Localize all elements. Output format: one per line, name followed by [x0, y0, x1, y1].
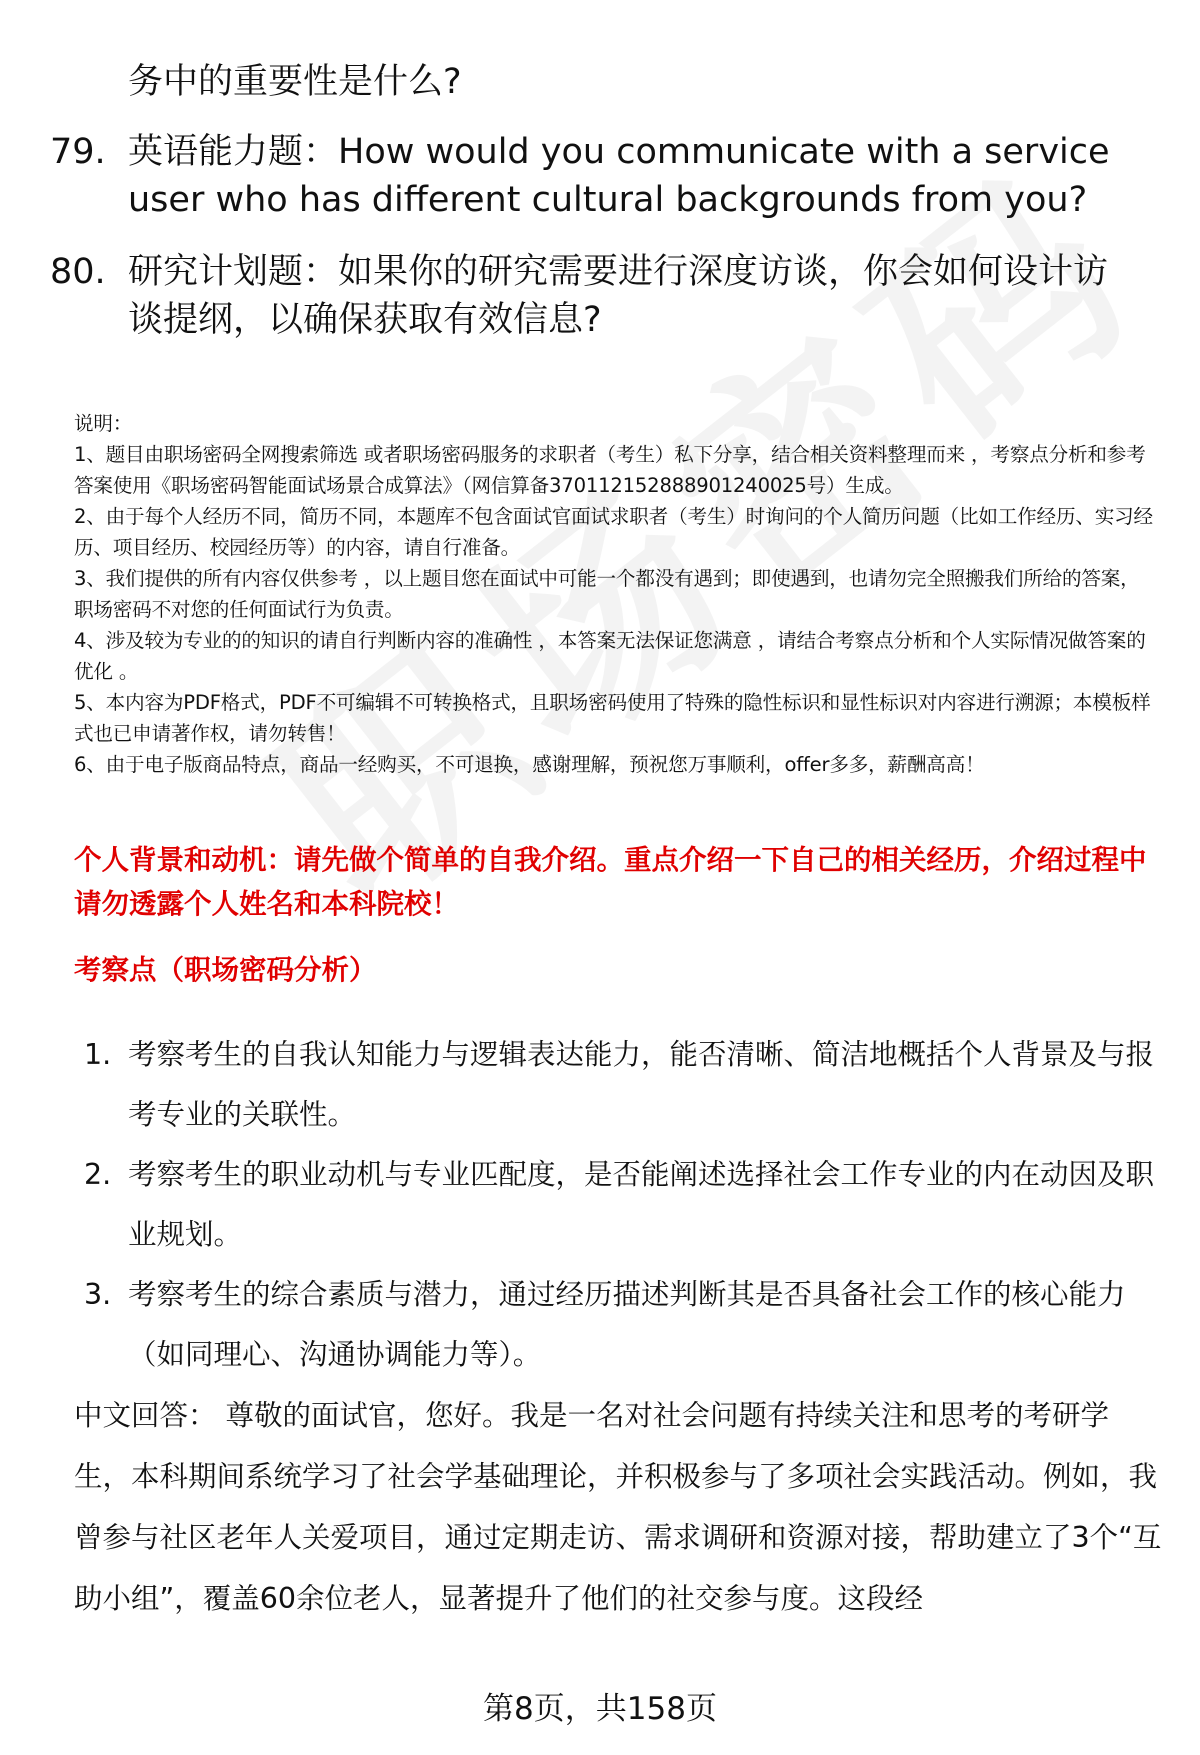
analysis-title: 考察点（职场密码分析）: [74, 954, 377, 986]
point-number: 1.: [84, 1038, 112, 1071]
point-number: 2.: [84, 1158, 112, 1191]
answer-text: 中文回答： 尊敬的面试官，您好。我是一名对社会问题有持续关注和思考的考研学生，本科期间系统学习了社会学基础理论，并积极参与了多项社会实践活动。例如，我曾参与社区老年人关爱项目，通过定期走访、需求调研和资源对接，帮助建立了3个“互助小组”，覆盖60余位老人，显著提升了他们的社交参与度。这段经: [74, 1399, 1162, 1615]
note-item: 3、我们提供的所有内容仅供参考 ，以上题目您在面试中可能一个都没有遇到；即使遇到，也请勿完全照搬我们所给的答案，职场密码不对您的任何面试行为负责。: [74, 567, 1140, 621]
question-number: 79.: [50, 132, 106, 172]
question-continuation: 务中的重要性是什么?: [128, 62, 462, 102]
page-footer: 第8页，共158页: [483, 1691, 717, 1727]
notes-block: [74, 408, 1156, 780]
point-text: 考察考生的职业动机与专业匹配度，是否能阐述选择社会工作专业的内在动因及职业规划。: [128, 1158, 1155, 1251]
point-text: 考察考生的综合素质与潜力，通过经历描述判断其是否具备社会工作的核心能力（如同理心、沟通协调能力等）。: [128, 1278, 1126, 1371]
point-text: 考察考生的自我认知能力与逻辑表达能力，能否清晰、简洁地概括个人背景及与报考专业的关联性。: [128, 1038, 1155, 1131]
note-item: 6、由于电子版商品特点，商品一经购买，不可退换，感谢理解，预祝您万事顺利，offer多多，薪酬高高！: [74, 753, 985, 776]
analysis-list: [74, 1025, 1164, 1385]
question-text: 研究计划题：如果你的研究需要进行深度访谈，你会如何设计访谈提纲，以确保获取有效信息?: [128, 252, 1109, 340]
note-item: 4、涉及较为专业的的知识的请自行判断内容的准确性 ，本答案无法保证您满意 ，请结合考察点分析和个人实际情况做答案的优化 。: [74, 629, 1146, 683]
notes-title: 说明：: [74, 412, 133, 435]
note-item: 1、题目由职场密码全网搜索筛选 或者职场密码服务的求职者（考生）私下分享，结合相关资料整理而来 ，考察点分析和参考答案使用《职场密码智能面试场景合成算法》（网信算备370112152888901240025号）生成。: [74, 443, 1146, 497]
question-number: 80.: [50, 252, 106, 292]
analysis-point: [74, 1145, 1164, 1265]
analysis-point: [74, 1265, 1164, 1385]
section-title: 个人背景和动机：请先做个简单的自我介绍。重点介绍一下自己的相关经历，介绍过程中请勿透露个人姓名和本科院校！: [74, 844, 1147, 920]
note-item: 2、由于每个人经历不同，简历不同，本题库不包含面试官面试求职者（考生）时询问的个人简历问题（比如工作经历、实习经历、项目经历、校园经历等）的内容，请自行准备。: [74, 505, 1153, 559]
point-number: 3.: [84, 1278, 112, 1311]
analysis-point: [74, 1025, 1164, 1145]
question-80: [50, 248, 1140, 344]
note-item: 5、本内容为PDF格式，PDF不可编辑不可转换格式，且职场密码使用了特殊的隐性标识和显性标识对内容进行溯源；本模板样式也已申请著作权，请勿转售！: [74, 691, 1151, 745]
question-text: 英语能力题：How would you communicate with a service user who has different cultural backgrounds from you?: [128, 132, 1110, 220]
question-79: [50, 128, 1140, 224]
